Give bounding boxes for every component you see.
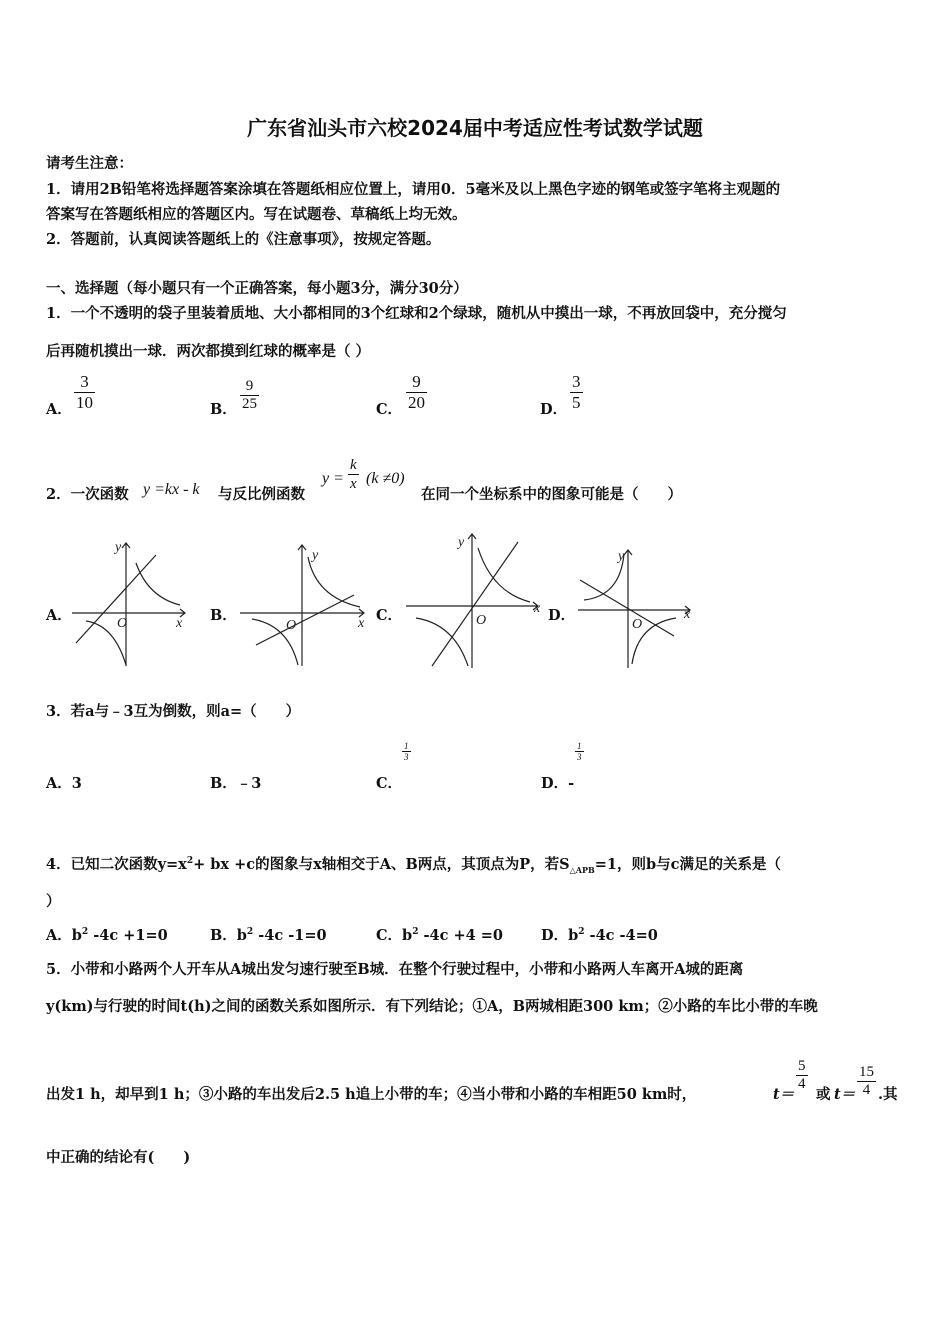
q2-inverse-condition: (k ≠0) <box>366 470 405 487</box>
q3-d-fraction <box>575 741 584 762</box>
question-4-stem <box>46 853 781 875</box>
notice-heading: 请考生注意： <box>46 155 133 172</box>
graph-c-origin-label: O <box>476 613 487 628</box>
q2-option-c-label: C． <box>376 607 403 624</box>
q5-or: 或 <box>816 1086 831 1103</box>
question-4-line-2: ） <box>46 893 61 910</box>
q5-f2-numerator: 15 <box>859 1064 874 1080</box>
question-5-line-2: y(km)与行驶的时间t(h)之间的函数关系如图所示．有下列结论；①A，B两城相距300 km；②小路的车比小带的车晚 <box>46 998 818 1015</box>
graph-c-line <box>432 542 518 666</box>
q3-option-c: C． <box>376 775 403 792</box>
question-5-line-4: 中正确的结论有( ) <box>46 1149 191 1166</box>
q3-option-d: D．- <box>541 775 575 792</box>
q1-b-denominator: 25 <box>242 396 257 412</box>
graph-d-x-label: x <box>684 607 691 622</box>
q3-d-denominator: 3 <box>577 752 582 762</box>
question-5-line-1: 5．小带和小路两个人开车从A城出发匀速行驶至B城．在整个行驶过程中，小带和小路两人车离开A城的距离 <box>46 961 744 978</box>
q3-option-b: B．﹣3 <box>210 775 262 792</box>
q5-fraction-2 <box>857 1064 876 1099</box>
q4-option-b: B．$b^2$ -4c -1=0 <box>210 927 327 944</box>
q2-inverse-fraction <box>348 456 359 493</box>
q2-linear-function: y =kx - k <box>143 481 200 498</box>
graph-c-curve-1 <box>478 548 530 602</box>
graph-d-line <box>580 580 674 636</box>
q1-option-d-fraction <box>570 372 583 413</box>
q1-option-a-label: A． <box>46 401 72 418</box>
graph-a-y-label: y <box>115 540 122 555</box>
q2-inverse-y: y = <box>322 470 344 487</box>
q1-c-numerator: 9 <box>412 372 421 391</box>
q4-option-c: C．$b^2$ -4c +4 =0 <box>376 927 504 944</box>
q1-c-denominator: 20 <box>408 393 425 412</box>
graph-b-line <box>256 595 354 645</box>
graph-a-x-label: x <box>176 616 183 631</box>
q2-graph-c <box>402 528 546 671</box>
q3-option-a: A．3 <box>46 775 82 792</box>
q1-b-numerator: 9 <box>245 378 254 394</box>
q4-stem-subscript: △APB <box>569 864 595 875</box>
question-2-suffix: 在同一个坐标系中的图象可能是（ ） <box>421 486 682 503</box>
q4-stem-part-b: + bx +c的图象与x轴相交于A、B两点，其顶点为P，若S <box>193 856 570 873</box>
q3-c-fraction <box>402 741 411 762</box>
notice-line-3: 2．答题前，认真阅读答题纸上的《注意事项》，按规定答题。 <box>46 231 441 248</box>
q2-inverse-denominator: x <box>350 476 357 492</box>
q1-d-denominator: 5 <box>572 393 581 412</box>
q2-option-a-label: A． <box>46 607 72 624</box>
q4-stem-exponent: 2 <box>186 856 194 866</box>
q2-inverse-numerator: k <box>350 457 357 473</box>
q1-option-d-label: D． <box>540 401 568 418</box>
question-2-mid: 与反比例函数 <box>218 486 305 503</box>
graph-b-x-label: x <box>358 616 365 631</box>
q1-a-denominator: 10 <box>76 393 93 412</box>
q5-t-equals-2: t＝ <box>834 1086 856 1103</box>
q5-f1-numerator: 5 <box>798 1058 806 1074</box>
q4-option-a: A．$b^2$ -4c +1=0 <box>46 927 168 944</box>
graph-b-origin-label: O <box>286 618 297 633</box>
graph-c-y-label: y <box>458 535 465 550</box>
q2-graph-b <box>236 535 370 671</box>
q5-t-equals-1: t＝ <box>773 1086 795 1103</box>
graph-a-line <box>76 555 156 643</box>
q3-d-numerator: 1 <box>577 741 582 751</box>
question-1-line-2: 后再随机摸出一球．两次都摸到红球的概率是（ ） <box>46 343 371 360</box>
q5-f1-denominator: 4 <box>798 1076 806 1092</box>
q4-option-d: D．$b^2$ -4c -4=0 <box>541 927 658 944</box>
graph-b-y-label: y <box>312 548 319 563</box>
question-1-line-1: 1．一个不透明的袋子里装着质地、大小都相同的3个红球和2个绿球，随机从中摸出一球，不再放回袋中，充分搅匀 <box>46 305 787 322</box>
q2-graph-a <box>72 535 190 671</box>
q1-option-c-fraction <box>406 372 427 413</box>
q5-tail: .其 <box>878 1086 898 1103</box>
q4-stem-part-c: =1，则b与c满足的关系是（ <box>594 856 781 873</box>
q4-stem-part-a: 4．已知二次函数y=x <box>46 856 187 873</box>
graph-b-curve-1 <box>308 557 360 607</box>
graph-a-origin-label: O <box>117 616 128 631</box>
question-2-prefix: 2．一次函数 <box>46 486 129 503</box>
q1-d-numerator: 3 <box>572 372 581 391</box>
q2-graph-d <box>574 540 698 671</box>
q1-option-b-fraction <box>240 378 259 413</box>
question-5-line-3: 出发1 h，却早到1 h；③小路的车出发后2.5 h追上小带的车；④当小带和小路的车相距50 km时， <box>46 1086 697 1103</box>
question-3-stem: 3．若a与﹣3互为倒数，则a=（ ） <box>46 703 301 720</box>
q1-option-a-fraction <box>74 372 95 413</box>
graph-d-origin-label: O <box>632 617 643 632</box>
q1-option-c-label: C． <box>376 401 403 418</box>
q1-option-b-label: B． <box>210 401 237 418</box>
q5-f2-denominator: 4 <box>862 1082 871 1098</box>
graph-c-x-label: x <box>534 601 541 616</box>
notice-line-1: 1．请用2B铅笔将选择题答案涂填在答题纸相应位置上，请用0．5毫米及以上黑色字迹的钢笔或签字笔将主观题的 <box>46 181 781 198</box>
graph-d-y-label: y <box>618 549 625 564</box>
q3-c-numerator: 1 <box>404 741 409 751</box>
q2-option-d-label: D． <box>548 607 576 624</box>
q2-option-b-label: B． <box>210 607 237 624</box>
section-heading: 一、选择题（每小题只有一个正确答案，每小题3分，满分30分） <box>46 280 468 297</box>
notice-line-2: 答案写在答题纸相应的答题区内。写在试题卷、草稿纸上均无效。 <box>46 206 467 223</box>
q3-c-denominator: 3 <box>404 752 409 762</box>
q1-a-numerator: 3 <box>80 372 89 391</box>
q5-fraction-1 <box>796 1058 808 1093</box>
page-title: 广东省汕头市六校2024届中考适应性考试数学试题 <box>247 116 703 140</box>
